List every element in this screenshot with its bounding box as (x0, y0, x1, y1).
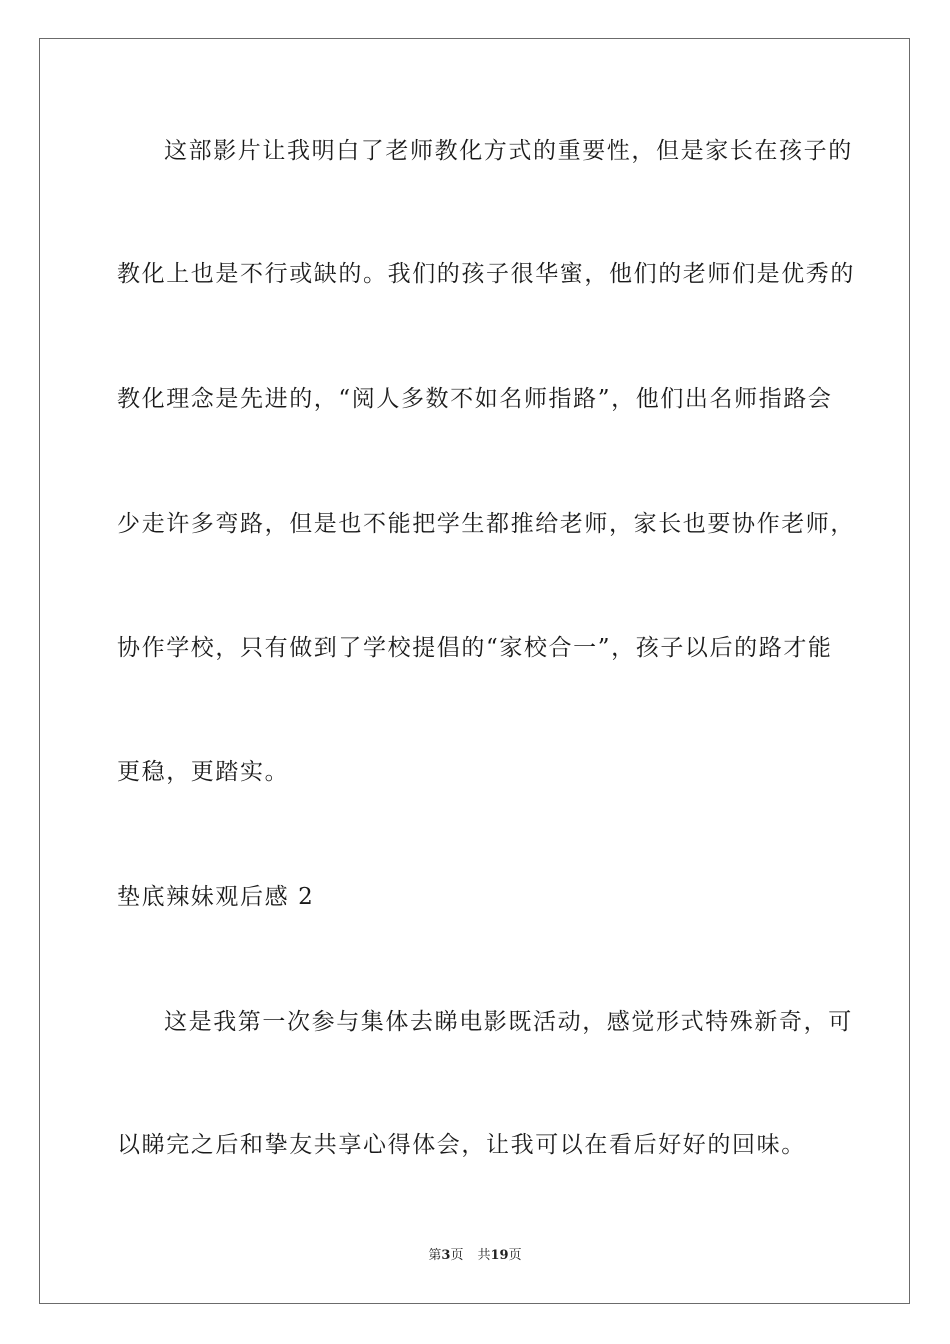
page-footer (0, 1247, 950, 1265)
paragraph-1-line-3: 教化理念是先进的，“阅人多数不如名师指路”，他们出名师指路会 (117, 386, 833, 412)
footer-total-prefix: 共 (477, 1248, 491, 1263)
paragraph-2-line-1: 这是我第一次参与集体去睇电影既活动，感觉形式特殊新奇，可 (164, 1009, 853, 1035)
section-heading: 垫底辣妹观后感 2 (117, 884, 315, 910)
footer-page-number: 3 (441, 1248, 451, 1263)
footer-total-suffix: 页 (508, 1248, 522, 1263)
paragraph-2-line-2: 以睇完之后和挚友共享心得体会，让我可以在看后好好的回味。 (117, 1132, 806, 1158)
paragraph-1-line-1: 这部影片让我明白了老师教化方式的重要性，但是家长在孩子的 (164, 138, 853, 164)
paragraph-1-line-2: 教化上也是不行或缺的。我们的孩子很华蜜，他们的老师们是优秀的 (117, 261, 855, 287)
paragraph-1-line-4: 少走许多弯路，但是也不能把学生都推给老师，家长也要协作老师， (117, 511, 855, 537)
footer-total-pages: 19 (490, 1248, 509, 1263)
paragraph-1-line-6: 更稳，更踏实。 (117, 759, 290, 785)
footer-page-prefix: 第 (428, 1248, 442, 1263)
footer-page-suffix: 页 (450, 1248, 464, 1263)
paragraph-1-line-5: 协作学校，只有做到了学校提倡的“家校合一”，孩子以后的路才能 (117, 635, 833, 661)
page-border (39, 38, 910, 1304)
